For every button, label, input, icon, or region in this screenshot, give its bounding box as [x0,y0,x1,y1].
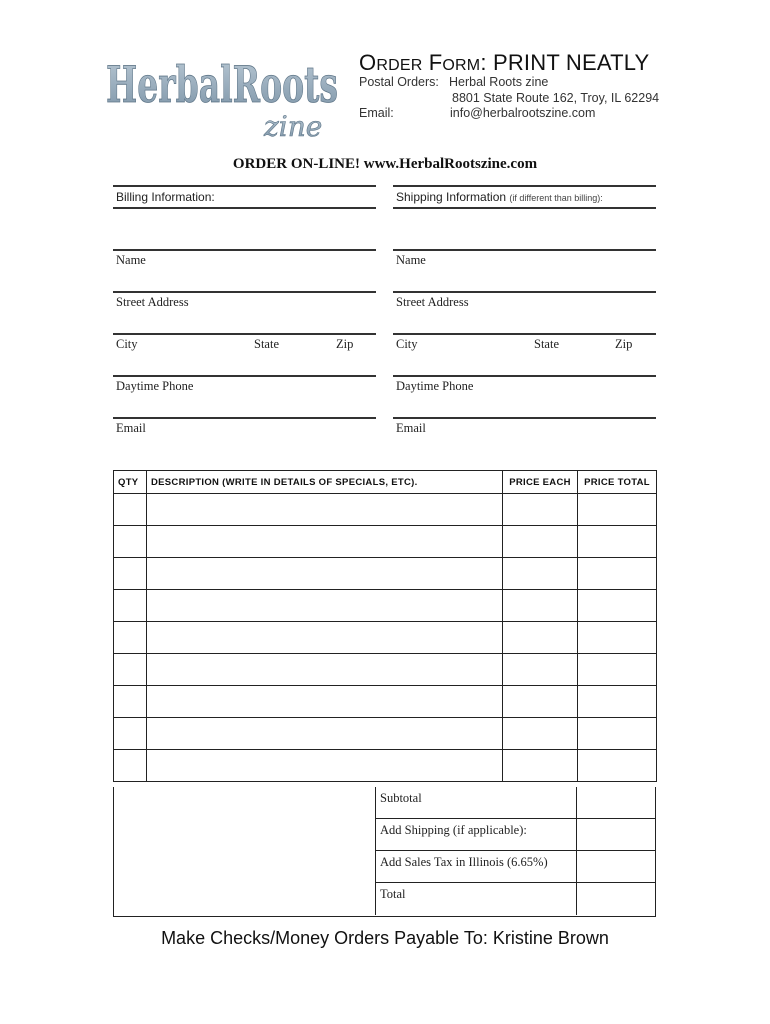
total-label: Total [375,883,577,915]
herbal-roots-logo [104,44,354,144]
email-label: Email: [359,106,394,120]
shipping-row[interactable] [375,819,655,851]
billing-phone-label: Daytime Phone [116,379,194,393]
payable-to-note: Make Checks/Money Orders Payable To: Kristine Brown [161,928,609,948]
billing-heading: Billing Information: [116,190,215,204]
tax-row[interactable] [375,851,655,883]
table-row[interactable] [114,686,657,718]
shipping-email-label: Email [396,421,426,435]
email-value[interactable]: info@herbalrootszine.com [450,106,596,120]
subtotal-row[interactable] [375,787,655,819]
totals-block [113,787,656,917]
postal-address: 8801 State Route 162, Troy, IL 62294 [452,91,660,105]
postal-orders-label: Postal Orders: [359,75,439,89]
postal-name: Herbal Roots zine [449,75,549,89]
table-row[interactable] [114,750,657,782]
billing-zip-label: Zip [336,337,354,351]
shipping-street-label: Street Address [396,295,469,309]
subtotal-label: Subtotal [375,787,577,818]
shipping-phone-label: Daytime Phone [396,379,474,393]
logo-graphic [104,44,354,144]
order-form-title: ORDER FORM: PRINT NEATLY [359,50,650,75]
table-row[interactable] [114,526,657,558]
col-price-total: PRICE TOTAL [578,471,657,494]
col-price-each: PRICE EACH [503,471,578,494]
shipping-zip-label: Zip [615,337,633,351]
shipping-name-label: Name [396,253,426,267]
shipping-heading: Shipping Information (if different than billing): [396,190,603,204]
table-row[interactable] [114,558,657,590]
table-row[interactable] [114,718,657,750]
shipping-cost-label: Add Shipping (if applicable): [375,819,577,850]
col-qty: QTY [114,471,147,494]
table-row[interactable] [114,654,657,686]
billing-street-label: Street Address [116,295,189,309]
table-row[interactable] [114,494,657,526]
logo-line2: zine [264,110,323,143]
table-row[interactable] [114,590,657,622]
logo-line1: HerbalRoots [106,55,338,114]
shipping-city-label: City [396,337,418,351]
tax-label: Add Sales Tax in Illinois (6.65%) [375,851,577,882]
table-row[interactable] [114,622,657,654]
billing-city-label: City [116,337,138,351]
shipping-state-label: State [534,337,559,351]
billing-state-label: State [254,337,279,351]
billing-email-label: Email [116,421,146,435]
total-row[interactable] [375,883,655,915]
order-items-table [113,470,657,782]
order-online-banner[interactable]: ORDER ON-LINE! www.HerbalRootszine.com [232,156,538,172]
billing-name-label: Name [116,253,146,267]
col-description: DESCRIPTION (WRITE IN DETAILS OF SPECIALS, ETC). [147,471,503,494]
